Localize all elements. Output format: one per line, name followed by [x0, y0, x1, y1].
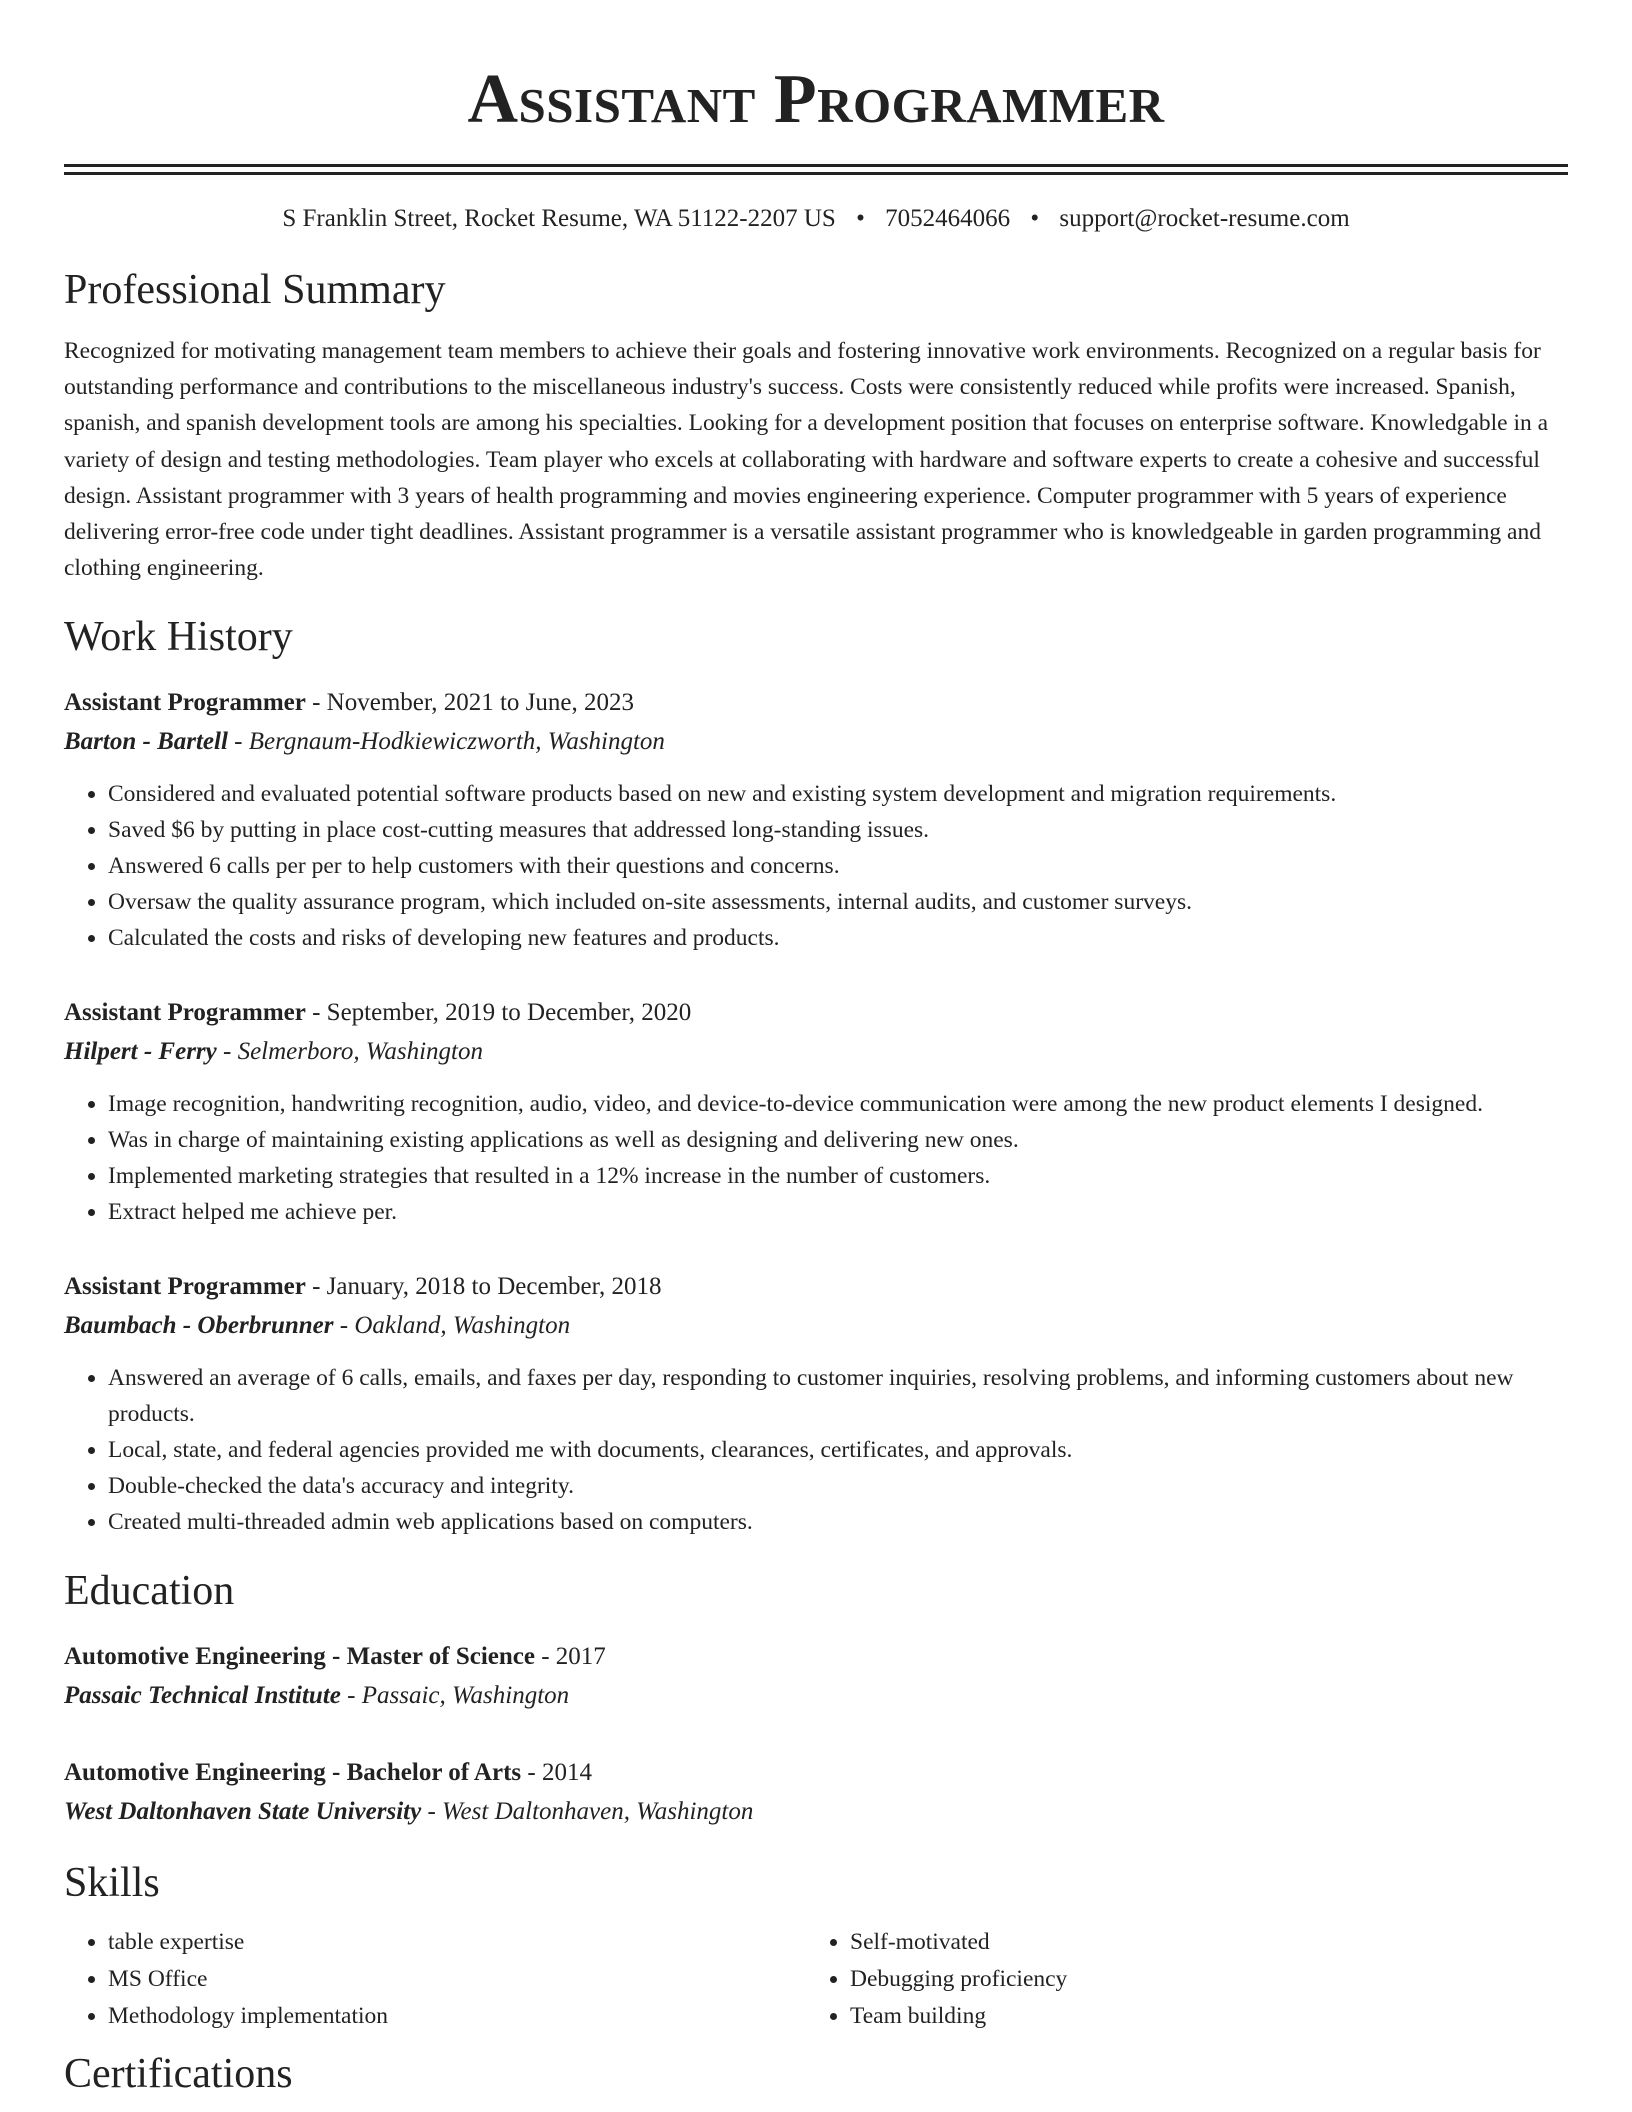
skill-item: • MS Office [108, 1961, 806, 1998]
job-bullet: • Extract helped me achieve per. [108, 1194, 1568, 1230]
resume-title: Assistant Programmer [467, 61, 1165, 138]
contact-line [64, 203, 1568, 235]
summary-text: Recognized for motivating management team members to achieve their goals and fostering innovative work environments. Recognized on a regular basis for outstanding performance and contributions to the miscellaneous industry's success. Costs were consistently reduced while profits were increased. Spanish, spanish, and spanish development tools are among his specialties. Looking for a development position that focuses on enterprise software. Knowledgable in a variety of design and testing methodologies. Team player who excels at collaborating with hardware and software experts to create a cohesive and successful design. Assistant programmer with 3 years of health programming and movies engineering experience. Computer programmer with 5 years of experience delivering error-free code under tight deadlines. Assistant programmer is a versatile assistant programmer who is knowledgeable in garden programming and clothing engineering. [64, 338, 1549, 582]
job-role: Assistant Programmer [64, 689, 306, 717]
education-degree: Automotive Engineering - Master of Science [64, 1643, 535, 1671]
skills-list [64, 1924, 1568, 2035]
work-history-heading: Work History [64, 614, 293, 661]
education-school-line [64, 1792, 1568, 1832]
job-title-line [64, 1268, 1568, 1306]
education-location: - Passaic, Washington [340, 1682, 570, 1710]
education-degree: Automotive Engineering - Bachelor of Arts [64, 1759, 522, 1787]
job-bullet: • Local, state, and federal agencies provided me with documents, clearances, certificates, and approvals. [108, 1432, 1568, 1468]
job-company: Barton - Bartell [64, 728, 228, 756]
education-year: - 2014 [521, 1759, 592, 1787]
job-bullets [64, 1086, 1568, 1230]
education-heading: Education [64, 1568, 235, 1615]
job-location: - Oakland, Washington [333, 1312, 571, 1340]
job-company-line [64, 1032, 1568, 1072]
resume-page [64, 0, 1568, 2099]
job-role: Assistant Programmer [64, 999, 306, 1027]
job-entry [64, 1268, 1568, 1540]
job-bullet: • Saved $6 by putting in place cost-cutting measures that addressed long-standing issues. [108, 812, 1568, 848]
job-entry [64, 994, 1568, 1230]
job-title-line [64, 684, 1568, 722]
job-bullet: • Answered an average of 6 calls, emails, and faxes per day, responding to customer inquiries, resolving problems, and informing customers about new products. [108, 1360, 1568, 1432]
education-degree-line [64, 1638, 1568, 1676]
job-bullet: • Calculated the costs and risks of developing new features and products. [108, 920, 1568, 956]
skill-item: • Debugging proficiency [850, 1961, 1550, 1998]
job-bullet: • Created multi-threaded admin web applications based on computers. [108, 1504, 1568, 1540]
job-bullet: • Oversaw the quality assurance program, which included on-site assessments, internal audits, and customer surveys. [108, 884, 1568, 920]
job-dates: - November, 2021 to June, 2023 [305, 689, 634, 717]
contact-separator: • [1030, 205, 1040, 232]
job-dates: - January, 2018 to December, 2018 [305, 1273, 662, 1301]
education-entry [64, 1638, 1568, 1716]
job-dates: - September, 2019 to December, 2020 [305, 999, 692, 1027]
job-bullet: • Image recognition, handwriting recognition, audio, video, and device-to-device communication were among the new product elements I designed. [108, 1086, 1568, 1122]
skills-column [806, 1924, 1550, 2035]
education-school: West Daltonhaven State University [64, 1798, 422, 1826]
job-role: Assistant Programmer [64, 1273, 306, 1301]
job-company-line [64, 1306, 1568, 1346]
job-bullet: • Double-checked the data's accuracy and integrity. [108, 1468, 1568, 1504]
job-entry [64, 684, 1568, 956]
job-location: - Bergnaum-Hodkiewiczworth, Washington [227, 728, 665, 756]
job-bullet: • Considered and evaluated potential software products based on new and existing system development and migration requirements. [108, 776, 1568, 812]
skill-item: • Methodology implementation [108, 1998, 806, 2035]
job-company: Baumbach - Oberbrunner [64, 1312, 334, 1340]
education-school: Passaic Technical Institute [64, 1682, 341, 1710]
contact-address: S Franklin Street, Rocket Resume, WA 51122-2207 US [282, 205, 836, 232]
job-bullet: • Answered 6 calls per per to help customers with their questions and concerns. [108, 848, 1568, 884]
education-year: - 2017 [534, 1643, 606, 1671]
skill-item: • Team building [850, 1998, 1550, 2035]
contact-separator: • [856, 205, 865, 232]
job-bullets [64, 1360, 1568, 1540]
job-bullet: • Implemented marketing strategies that resulted in a 12% increase in the number of customers. [108, 1158, 1568, 1194]
skill-item: • Self-motivated [850, 1924, 1550, 1961]
job-title-line [64, 994, 1568, 1032]
skill-item: • table expertise [108, 1924, 806, 1961]
education-degree-line [64, 1754, 1568, 1792]
job-location: - Selmerboro, Washington [216, 1038, 483, 1066]
job-bullet: • Was in charge of maintaining existing applications as well as designing and delivering new ones. [108, 1122, 1568, 1158]
education-school-line [64, 1676, 1568, 1716]
certifications-heading: Certifications [64, 2051, 293, 2098]
skills-column [64, 1924, 806, 2035]
title-double-rule [64, 164, 1568, 175]
skills-heading: Skills [64, 1860, 160, 1907]
summary-heading: Professional Summary [64, 267, 446, 313]
job-bullets [64, 776, 1568, 956]
job-company-line [64, 722, 1568, 762]
contact-phone: 7052464066 [885, 205, 1011, 232]
contact-email: support@rocket-resume.com [1059, 205, 1350, 232]
job-company: Hilpert - Ferry [64, 1038, 217, 1066]
education-entry [64, 1754, 1568, 1832]
education-location: - West Daltonhaven, Washington [421, 1798, 754, 1826]
